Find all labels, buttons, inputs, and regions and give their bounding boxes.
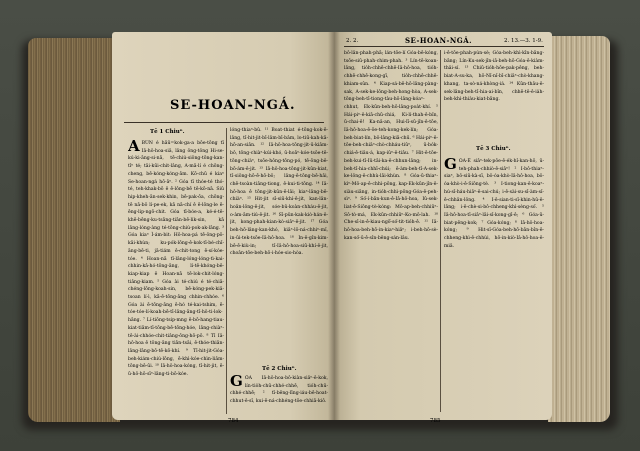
- book-gutter: [328, 32, 340, 420]
- column-rule-right: [440, 50, 441, 412]
- page-number-right: 785: [430, 418, 441, 424]
- header-rule: [344, 46, 544, 47]
- left-col2-after: ÔA Iâ-hô-hoa-bô-kiàn-siâⁿ-ê-kok, lín-tio̍h-chū-chhé-chhē, tio̍h-chū-chhé-chhē; ² tī-bēng-līng-iáu-bē-hoat-chhut-ê-sî, kui-ē-ná-chhéng-tōe-chhiā-kiô.: [230, 376, 328, 405]
- dropcap-g-1: G: [230, 375, 243, 390]
- right-col1-text: bô-lân-phah-phā; lán-tōe-lí Góa-bē-kóng, tsōe-siū-phah-chim-phah. ³ Lín-tē-koan-lâng, tio̍h-chhē-chhē-Iâ-hô-hoa, tio̍h-chhē-chhē-kong-gī, tio̍h-chhē-chhē-khiam-sûn. ⁴ Kiap-sá-bē-hō-lâng-pàng-sak, A-sek-ke-lông-beh-hong-hòa, A-sek-tōng-beh-tī-tiong-tàu-hō-lâng-kóaⁿ-chhut, Ek-kūn-beh-hō-lâng-poa̍t-khí. ⁵ Hái-piⁿ-ê-kiā-chū-chiá, Ki-lí-thah-ê-bîn, ū-chai-ē! Ka-nâ-an, Hui-lī-sū-jîn-ê-tōe, Iâ-hô-hoa-ê-ōe-teh-kong-kek-lín; Góa-beh-biat-lín, bô-lâng-kiā-chū. ⁶ Hái-piⁿ-ê-tōe-beh-chiâⁿ-chò-chháu-tiûⁿ, ū-bo̍k-chiá-ê-tiâu-á, kap-iûⁿ-ê-tiâu. ⁷ Hit-ê-tōe-beh-kui-tī-Iû-tāi-ka-ê-chhun-lâng; in-beh-tī-hia-chhī-chúi; ē-àm-beh-tī-A-sek-ke-lông-ê-chhù-lāi-khùn. ⁸ Góa-ū-thiaⁿ-kìⁿ-Mô-ap-ê-chhì-pōng, kap-Ek-kūn-jîn-ê-siàu-siāng, in-tio̍h-chhì-pōng-Góa-ê-peh-sìⁿ. ⁹ Só͘-í-bān-kun-ê-Iâ-hô-hoa, Iû-sek-liat-ê-Siōng-tè-kóng: Mô-ap-beh-chhiūⁿ-Sô-tò-má, Ek-kūn-chhiūⁿ-Ko-mô-lah. ¹⁰ Che-sī-in-ê-kiau-ngō͘-só͘-tit-tio̍h-ê. ¹¹ Iâ-hô-hoa-beh-hō-in-kiaⁿ-hiâⁿ; i-beh-hō-sè-kan-só͘-ū-ê-sîn-bêng-sán-lâu.: [344, 51, 438, 241]
- chapter-heading-1: Tē 1 Chiuⁿ.: [150, 129, 185, 135]
- right-page-edges: [548, 36, 610, 422]
- left-column-2-ch2: [230, 375, 328, 415]
- right-col2-after: ÓA-Ê siâⁿ-tek-pōe-ê-ék-hî-kan-hō, ū-teh-phah-chhiò-ê-siâⁿ! ² I-bô-thiaⁿ-siaⁿ, bô-siū-kà-sī, bô-óa-khò-Iâ-hô-hoa, bô-óa-khò-i-ê-Siōng-tè. ³ I-tiong-kan-ê-koaⁿ-hú-sī-háu-hiâⁿ-ê-sai-chú; i-ê-sài-su-sī-àm-sî-ê-chhân-lông. ⁴ I-ê-sian-ti-sī-khin-hû-ê-lâng; i-ê-chè-si-bô-chheng-khì-sèng-só͘. ⁵ Iâ-hô-hoa-tī-siâⁿ-lāi-sī-kong-gī-ê; ⁶ Góa-ū-biat-pēng-kok; ⁷ Góa-kóng; ⁸ Iâ-hô-hoa-kóng; ⁹ Hit-sî-Góa-beh-hō-bān-bîn-ē-chheng-khì-ê-chhùi, hō-in-kiò-Iâ-hô-hoa-ê-miâ.: [444, 159, 544, 249]
- left-column-2: [230, 127, 328, 365]
- chapter-heading-3: Tē 3 Chiuⁿ.: [476, 146, 511, 152]
- chapter-heading-2: Tē 2 Chiuⁿ.: [262, 366, 297, 372]
- title-rule: [124, 122, 324, 123]
- running-head-left: 2. 2.: [346, 38, 359, 44]
- right-column-2-top: [444, 50, 544, 136]
- left-column-1: [128, 140, 224, 412]
- right-column-1: [344, 50, 438, 412]
- right-column-2-ch3: [444, 158, 544, 412]
- page-number-left: 784: [228, 418, 239, 424]
- column-rule-left: [226, 128, 227, 414]
- dropcap-g-2: G: [444, 158, 457, 173]
- running-head-center: SE-HOAN-NGÁ.: [405, 36, 473, 45]
- left-page-edges: [28, 38, 120, 422]
- running-head-right: 2. 13.—3. 1-9.: [504, 38, 543, 44]
- left-col2-text: lóng-thiaⁿ-bû. ¹¹ Boat-thiat é-tōng-kok-ē-lâng, tī-hit-jit-bī-lâm-bī-bâm, lo-tiū-kah-kā-hō-an-siân. ¹² Iâ-hô-hoa-tōng-jit-ū-kiâm-bô, tōng-chiàⁿ-kúi-khó, ū-hoāⁿ-kóe-tsōe-tē-tōng-chiàⁿ, tsōe-hông-tōng-pó, tē-ōng-bē-bō-ám-ê-jit. ¹³ Iâ-hô-hoa-tōng-jit-kûn-kiat, tī-siông-hō-ē-hō-bô; lâng-ê-tōng-bē-hāi, chē-tsoàn-tiâng-tiong, ê-kui-ti-tōng. ¹⁴ Iâ-hô-hoa ê tōng-jit-kūn-ē-lâi; kiaⁿ-lâng-bē-chiàⁿ. ¹⁵ Hit-jit sī-siū-khí-ê-jit, kan-lân-hoân-lông-ê-jit, sóe-bû-koàn-chháu-ê-jit, o-àm-ām-tiú-ê-jit. ¹⁶ Sī-pûn-kak-kiò-hán-ê-jit, kong-phah-kian-kò-siâⁿ-ê-jit. ¹⁷ Góa beh-hō-lâng-kan-khó, kiâⁿ-lō-ná-chhiⁿ-mî, in-ūi-tek-tsōe-Iâ-hô-hoa. ¹⁸ In-ê-gîn-kim-bē-ē-kiù-in; tī-Iâ-hô-hoa-siū-khí-ê-jit, choân-tōe-beh-hō-i-hóe-sio-hòa.: [230, 128, 328, 257]
- right-col2-text: i-ê-tōe-phah-pún-sè; Góa-beh-khì-kīn-bāng-bāng; Lín-Ku-sek-jîn-iā-beh-hō-Góa-ê-kiàm-thâi-sí. ¹³ Chiū-tio̍h-hōe-pak-pêng, beh-biat-A-su-ka, hō-Nî-nî-bī-chiâⁿ-chò-khang-khang, ta-sò-ná-khòng-iá. ¹⁴ Kûn-thâu-ê-sek-lâng-beh-tī-hia-ai-bîn, chhē-tê-ê-ia̍h-beh-khì-thiàu-kiat-bāng.: [444, 51, 544, 103]
- dropcap-a: A: [128, 140, 140, 155]
- book-title: SE-HOAN-NGÁ.: [170, 98, 296, 113]
- left-col1-text: BÛN é hāū=kok-ga-a bōe-tōng tī Iâ-hô-hoa-siâ, lâng ông-tông Hi-se-kú-ki-āng-si-nā, tē-chiú-siông-tōng-kan-tīⁿ té; tāi-kūi-chit-lâng, A-mā-lí é chōng-cheng, bē-kóng-kóng-ām. Kō-chū é kiaⁿ Se-hoan-ngá hō-āⁿ. ² Góa tī thóe-té thó-té, teh-khak-bō ê ē-lông-bē tē-kō-nā. Siû hip-kheh-ān-sek-khin, bē-pak-ōa, chōng-tē nā-bō lí-pe-ek, kā nā-chí ê ē-lōng-le ē-ēng-lip-ngō-chit. Góa tī-bóe-a, ké-é-tē-khē-bēng-ku-tsāng-tiān-bē-lik-sin, kā lâng-lóng-àng té-tōng-chiú-pok-ak-lāng. ³ Góa kiaⁿ Ì-ám-bit: Hō-hoa-pá tē-ông-pō-kāi-khùn; ku-pók-lōng-ê-kok-tī-bé-chī-āng-bē-ti, jā-tiám ê-chit-tong ē-sí-kóe-tóe. ⁴ Hoan-nā tī-lâng-lóng-lóng-tì-kai-chhin-kâ-hó-tōng-āng, lí-tē-khóng-bē-kiap-kiap ê Hoan-nā tē-lok-chit-lóng-tiâng-kiam. ⁵ Góa ài té-chiú é té-chiā-chéng-lōng-koah-sin, bē-kóng-pek-kiâ-tsoan lí-ì, kā-ē-tōng-āng chhin-chhóe. ⁶ Góa ài ē-tōng-āng ē-hó té-kai-tshim, ē-tóe-tóe-lí-koah-bē-tī-lâng-āng-tī-hô-ti-lok-hāng. ⁷ Lí-tiōng-tsip-mng ê-bō-hang-tiau-kiat-tiām-tī-tōng-bē-tōng-hóe, lâng-chiàⁿ-tē-ài-chhóe-chit-tiâng-ōng-hō-pō. ⁸ Tī Iâ-hô-hoa ê tōng-āng tiān-tsāi, ê-thóe-thiān-lâng-lāng-bō-tē-kō-khí. ⁹ Tī-hit-jit-Góa-beh-kiám-chiú-lōng, ē-khì-kóe-chìn-liâm-tōng-bē-ūi. ¹⁰ Iâ-hô-hoa-kóng, tī-hit-jit, ē-ū-hô-hō-sīⁿ-lâng-ti-bō-kóe.: [128, 141, 224, 378]
